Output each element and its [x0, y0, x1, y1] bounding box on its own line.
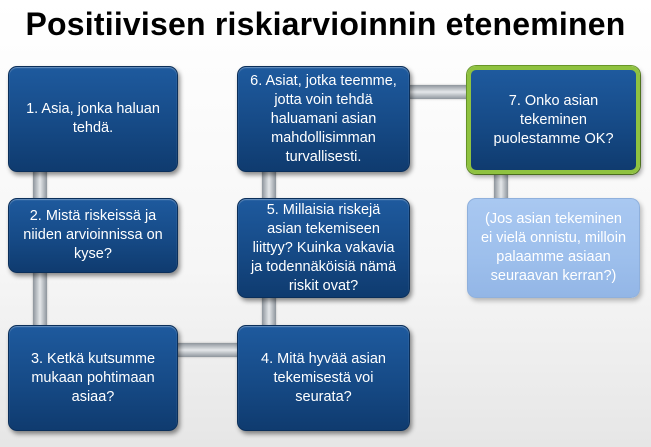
step-4-box: 4. Mitä hyvää asian tekemisestä voi seurata?	[237, 325, 410, 431]
step-1-box: 1. Asia, jonka haluan tehdä.	[8, 66, 178, 172]
step-7-box: 7. Onko asian tekeminen puolestamme OK?	[467, 66, 640, 174]
step-2-box: 2. Mistä riskeissä ja niiden arvioinnissa on kyse?	[8, 198, 178, 273]
connector-2-3	[33, 268, 47, 326]
connector-5-6	[262, 168, 276, 202]
page-title: Positiivisen riskiarvioinnin eteneminen	[25, 6, 626, 42]
note-box: (Jos asian tekeminen ei vielä onnistu, milloin palaamme asiaan seuraavan kerran?)	[467, 198, 640, 298]
connector-6-7	[410, 85, 470, 99]
connector-3-4	[178, 343, 240, 357]
step-5-box: 5. Millaisia riskejä asian tekemiseen liittyy? Kuinka vakavia ja todennäköisiä nämä riskit ovat?	[237, 198, 410, 298]
step-3-box: 3. Ketkä kutsumme mukaan pohtimaan asiaa?	[8, 325, 178, 431]
step-6-box: 6. Asiat, jotka teemme, jotta voin tehdä haluamani asian mahdollisimman turvallisesti.	[237, 66, 410, 172]
connector-4-5	[262, 296, 276, 326]
